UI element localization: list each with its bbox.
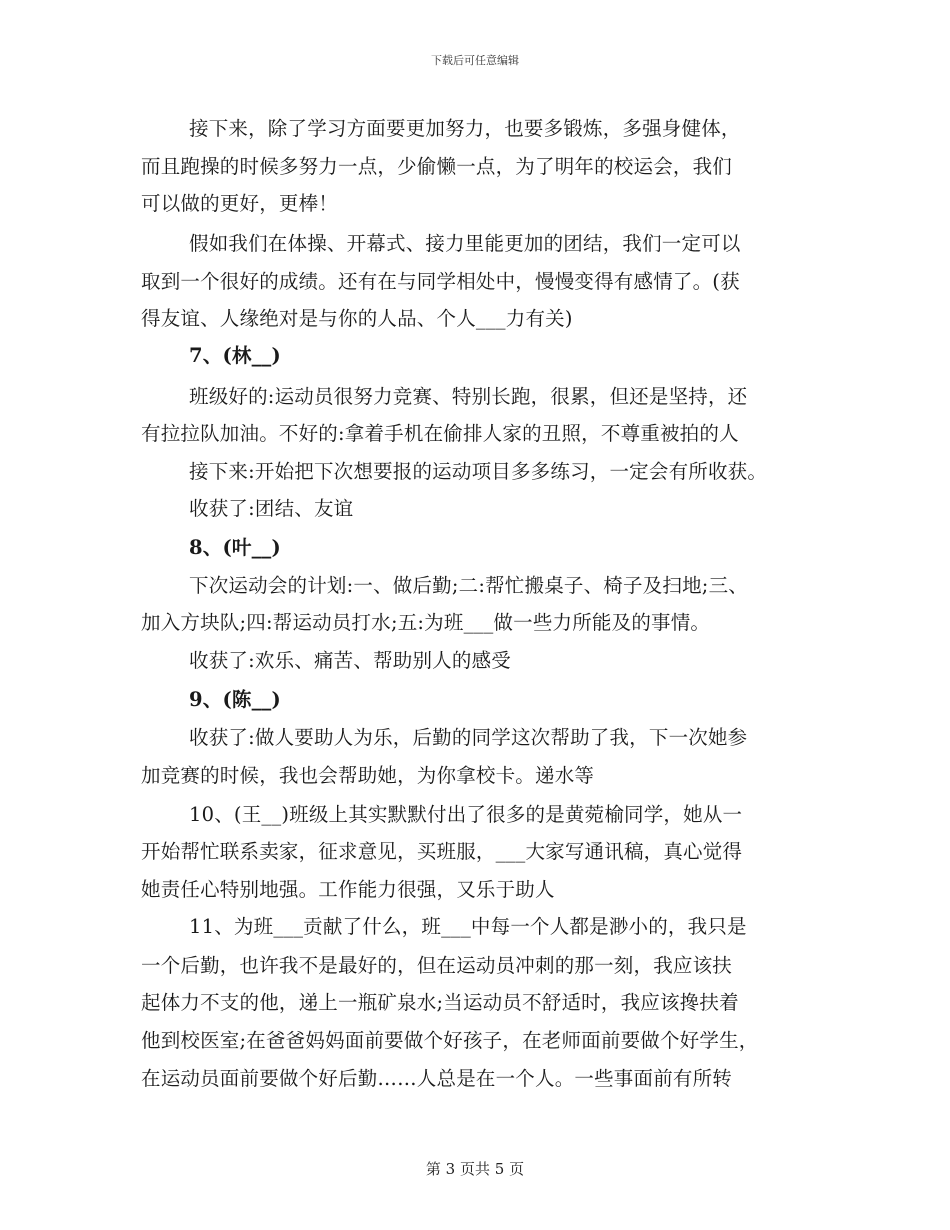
paragraph-line: 收获了:团结、友谊 <box>189 497 354 520</box>
paragraph-line: 开始帮忙联系卖家，征求意见，买班服，___大家写通讯稿，真心觉得 <box>141 840 743 863</box>
paragraph-line: 他到校医室;在爸爸妈妈面前要做个好孩子，在老师面前要做个好学生， <box>141 1029 759 1052</box>
paragraph-line: 收获了:做人要助人为乐，后勤的同学这次帮助了我，下一次她参 <box>189 726 748 749</box>
paragraph-line: 加入方块队;四:帮运动员打水;五:为班___做一些力所能及的事情。 <box>141 611 711 634</box>
paragraph-line: 有拉拉队加油。不好的:拿着手机在偷排人家的丑照，不尊重被拍的人 <box>141 422 739 445</box>
paragraph-line: 得友谊、人缘绝对是与你的人品、个人___力有关) <box>141 307 573 330</box>
page-footer: 第 3 页共 5 页 <box>425 1160 525 1178</box>
paragraph-line: 接下来:开始把下次想要报的运动项目多多练习，一定会有所收获。 <box>189 460 768 483</box>
paragraph-line: 加竞赛的时候，我也会帮助她，为你拿校卡。递水等 <box>141 764 595 787</box>
paragraph-line: 起体力不支的他，递上一瓶矿泉水;当运动员不舒适时，我应该搀扶着 <box>141 991 739 1014</box>
paragraph-line: 接下来，除了学习方面要更加努力，也要多锻炼，多强身健体， <box>189 117 741 140</box>
paragraph-line: 她责任心特别地强。工作能力很强，又乐于助人 <box>141 878 555 901</box>
paragraph-line: 班级好的:运动员很努力竞赛、特别长跑，很累，但还是坚持，还 <box>189 385 748 408</box>
paragraph-line: 收获了:欢乐、痛苦、帮助别人的感受 <box>189 649 511 672</box>
paragraph-line: 11、为班___贡献了什么，班___中每一个人都是渺小的，我只是 <box>189 915 747 938</box>
section-heading: 9、(陈__) <box>189 688 281 711</box>
paragraph-line: 可以做的更好，更棒！ <box>141 192 339 215</box>
paragraph-line: 10、(王__)班级上其实默默付出了很多的是黄菀榆同学，她从一 <box>189 803 743 826</box>
paragraph-line: 取到一个很好的成绩。还有在与同学相处中，慢慢变得有感情了。(获 <box>141 270 740 293</box>
page-header: 下载后可任意编辑 <box>431 54 519 67</box>
paragraph-line: 在运动员面前要做个好后勤……人总是在一个人。一些事面前有所转 <box>141 1067 733 1090</box>
paragraph-line: 假如我们在体操、开幕式、接力里能更加的团结，我们一定可以 <box>189 232 741 255</box>
section-heading: 8、(叶__) <box>189 536 281 559</box>
paragraph-line: 一个后勤，也许我不是最好的，但在运动员冲刺的那一刻，我应该扶 <box>141 954 733 977</box>
paragraph-line: 而且跑操的时候多努力一点，少偷懒一点，为了明年的校运会，我们 <box>141 155 733 178</box>
section-heading: 7、(林__) <box>189 344 281 367</box>
paragraph-line: 下次运动会的计划:一、做后勤;二:帮忙搬桌子、椅子及扫地;三、 <box>189 574 748 597</box>
